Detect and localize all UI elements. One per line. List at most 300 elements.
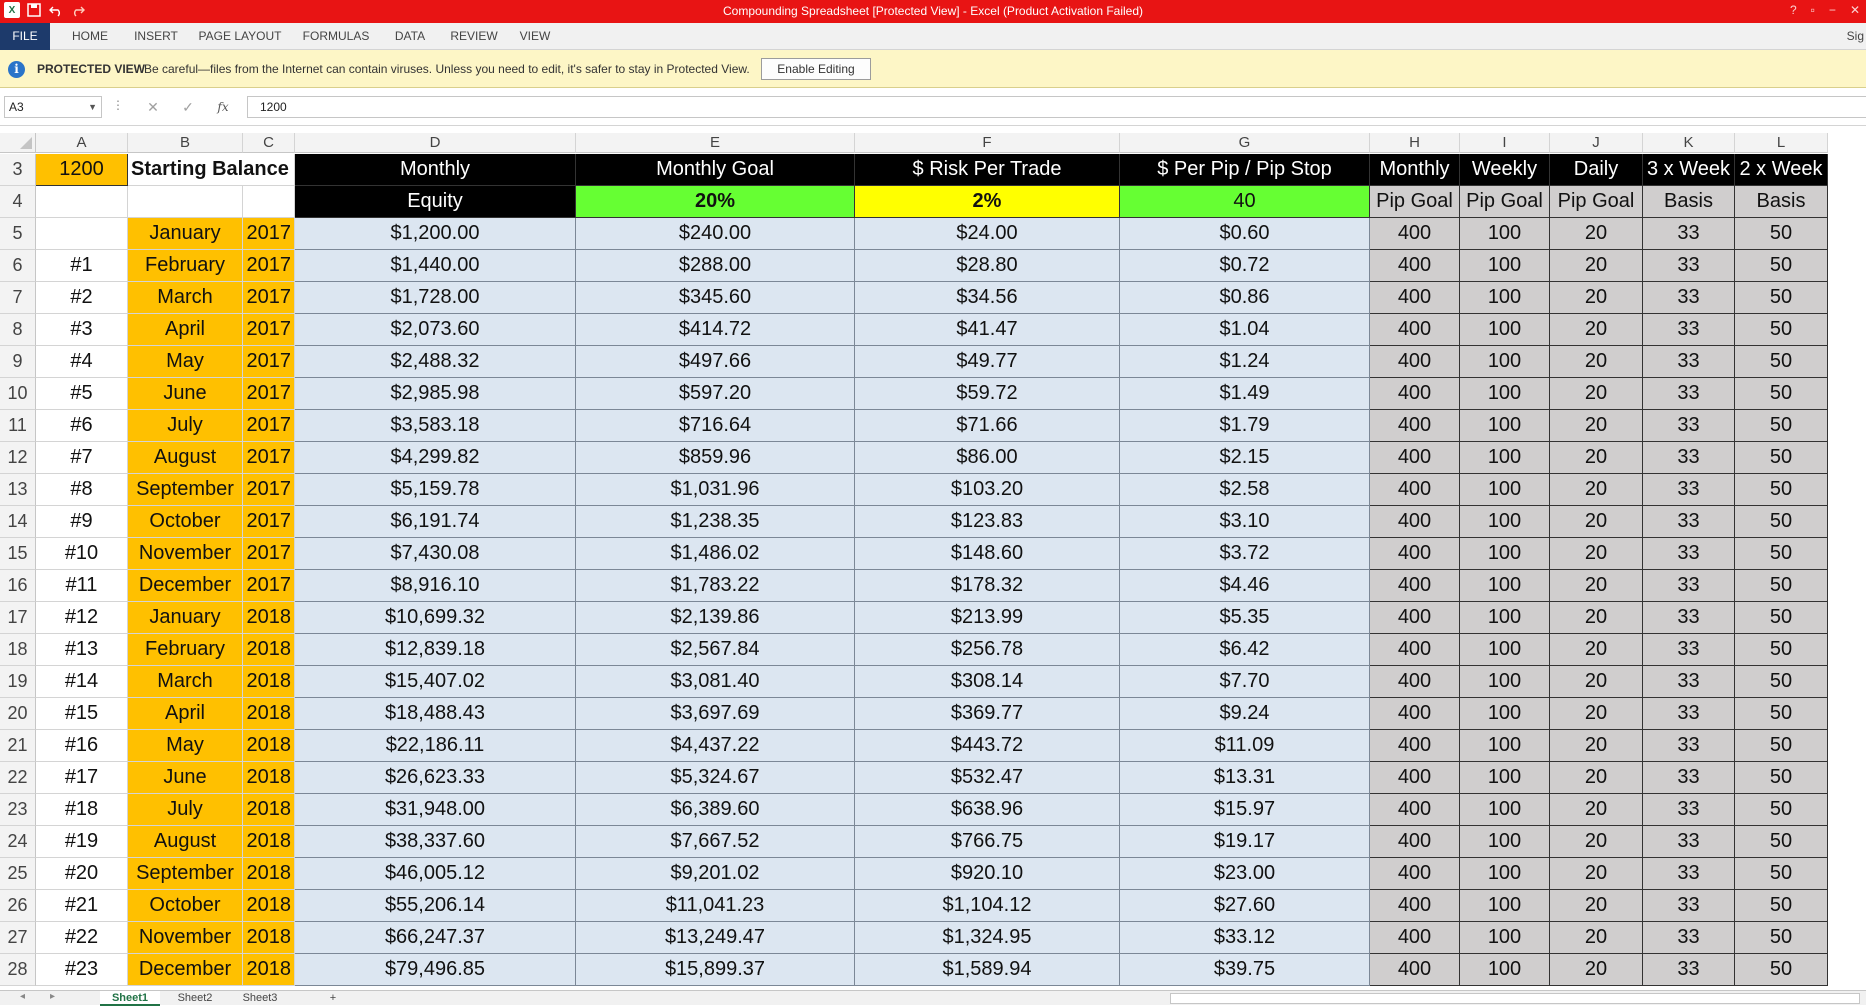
weekly-pip-goal-cell[interactable]: 100	[1460, 570, 1550, 602]
three-week-basis-cell[interactable]: 33	[1643, 538, 1735, 570]
risk-per-trade-cell[interactable]: $41.47	[855, 314, 1120, 346]
per-pip-cell[interactable]: $15.97	[1120, 794, 1370, 826]
per-pip-cell[interactable]: $0.60	[1120, 218, 1370, 250]
month-cell[interactable]: January	[128, 602, 243, 634]
weekly-pip-goal-cell[interactable]: 100	[1460, 442, 1550, 474]
period-number[interactable]: #2	[36, 282, 128, 314]
weekly-pip-goal-cell[interactable]: 100	[1460, 218, 1550, 250]
daily-pip-goal-cell[interactable]: 20	[1550, 218, 1643, 250]
daily-pip-goal-cell[interactable]: 20	[1550, 826, 1643, 858]
per-pip-cell[interactable]: $0.86	[1120, 282, 1370, 314]
tab-data[interactable]: DATA	[394, 29, 426, 43]
starting-balance-label[interactable]: Starting Balance	[128, 154, 295, 186]
monthly-goal-cell[interactable]: $345.60	[576, 282, 855, 314]
period-number[interactable]: #18	[36, 794, 128, 826]
period-number[interactable]: #10	[36, 538, 128, 570]
two-week-basis-cell[interactable]: 50	[1735, 250, 1828, 282]
year-cell[interactable]: 2018	[243, 634, 295, 666]
risk-per-trade-cell[interactable]: $24.00	[855, 218, 1120, 250]
per-pip-cell[interactable]: $3.72	[1120, 538, 1370, 570]
weekly-pip-goal-cell[interactable]: 100	[1460, 890, 1550, 922]
risk-per-trade-cell[interactable]: $34.56	[855, 282, 1120, 314]
year-cell[interactable]: 2018	[243, 826, 295, 858]
two-week-basis-cell[interactable]: 50	[1735, 666, 1828, 698]
two-week-basis-cell[interactable]: 50	[1735, 858, 1828, 890]
row-header[interactable]: 4	[0, 186, 36, 218]
row-header[interactable]: 28	[0, 954, 36, 986]
weekly-pip-goal-cell[interactable]: 100	[1460, 506, 1550, 538]
monthly-pip-goal-cell[interactable]: 400	[1370, 826, 1460, 858]
monthly-goal-cell[interactable]: $1,783.22	[576, 570, 855, 602]
risk-per-trade-cell[interactable]: $532.47	[855, 762, 1120, 794]
three-week-basis-cell[interactable]: 33	[1643, 826, 1735, 858]
year-cell[interactable]: 2018	[243, 602, 295, 634]
two-week-basis-cell[interactable]: 50	[1735, 602, 1828, 634]
risk-per-trade-cell[interactable]: $123.83	[855, 506, 1120, 538]
monthly-pip-goal-cell[interactable]: 400	[1370, 954, 1460, 986]
column-header-e[interactable]: E	[576, 133, 855, 153]
row-header[interactable]: 8	[0, 314, 36, 346]
daily-pip-goal-cell[interactable]: 20	[1550, 794, 1643, 826]
starting-balance-value[interactable]: 1200	[36, 154, 128, 186]
empty-cell[interactable]	[243, 186, 295, 218]
monthly-goal-cell[interactable]: $414.72	[576, 314, 855, 346]
row-header[interactable]: 6	[0, 250, 36, 282]
risk-per-trade-cell[interactable]: $638.96	[855, 794, 1120, 826]
risk-per-trade-cell[interactable]: $766.75	[855, 826, 1120, 858]
sheet-tab-2[interactable]: Sheet2	[177, 992, 213, 1004]
monthly-goal-cell[interactable]: $9,201.02	[576, 858, 855, 890]
three-week-header[interactable]: 3 x Week	[1643, 154, 1735, 186]
monthly-pip-goal-cell[interactable]: 400	[1370, 378, 1460, 410]
equity-cell[interactable]: $15,407.02	[295, 666, 576, 698]
cancel-icon[interactable]: ✕	[147, 99, 159, 115]
name-box[interactable]	[4, 96, 102, 118]
month-cell[interactable]: June	[128, 378, 243, 410]
weekly-pip-goal-cell[interactable]: 100	[1460, 474, 1550, 506]
monthly-goal-cell[interactable]: $3,697.69	[576, 698, 855, 730]
three-week-basis-cell[interactable]: 33	[1643, 378, 1735, 410]
tab-formulas[interactable]: FORMULAS	[302, 29, 370, 43]
year-cell[interactable]: 2017	[243, 570, 295, 602]
row-header[interactable]: 25	[0, 858, 36, 890]
monthly-goal-cell[interactable]: $11,041.23	[576, 890, 855, 922]
tab-home[interactable]: HOME	[72, 29, 108, 43]
insert-function-icon[interactable]: fx	[217, 100, 229, 114]
year-cell[interactable]: 2018	[243, 698, 295, 730]
daily-pip-goal-cell[interactable]: 20	[1550, 250, 1643, 282]
month-cell[interactable]: February	[128, 634, 243, 666]
pip-goal-subheader[interactable]: Pip Goal	[1460, 186, 1550, 218]
pip-stop-value[interactable]: 40	[1120, 186, 1370, 218]
equity-cell[interactable]: $18,488.43	[295, 698, 576, 730]
two-week-basis-cell[interactable]: 50	[1735, 538, 1828, 570]
daily-pip-goal-cell[interactable]: 20	[1550, 314, 1643, 346]
year-cell[interactable]: 2017	[243, 250, 295, 282]
weekly-pip-goal-cell[interactable]: 100	[1460, 410, 1550, 442]
weekly-pip-goal-cell[interactable]: 100	[1460, 378, 1550, 410]
row-header[interactable]: 15	[0, 538, 36, 570]
monthly-goal-cell[interactable]: $2,139.86	[576, 602, 855, 634]
three-week-basis-cell[interactable]: 33	[1643, 634, 1735, 666]
monthly-pip-header[interactable]: Monthly	[1370, 154, 1460, 186]
row-header[interactable]: 3	[0, 154, 36, 186]
year-cell[interactable]: 2018	[243, 858, 295, 890]
per-pip-cell[interactable]: $33.12	[1120, 922, 1370, 954]
year-cell[interactable]: 2017	[243, 538, 295, 570]
equity-cell[interactable]: $3,583.18	[295, 410, 576, 442]
weekly-pip-goal-cell[interactable]: 100	[1460, 826, 1550, 858]
three-week-basis-cell[interactable]: 33	[1643, 762, 1735, 794]
equity-cell[interactable]: $1,440.00	[295, 250, 576, 282]
daily-pip-goal-cell[interactable]: 20	[1550, 538, 1643, 570]
month-cell[interactable]: October	[128, 506, 243, 538]
row-header[interactable]: 10	[0, 378, 36, 410]
month-cell[interactable]: December	[128, 954, 243, 986]
risk-per-trade-cell[interactable]: $213.99	[855, 602, 1120, 634]
monthly-pip-goal-cell[interactable]: 400	[1370, 506, 1460, 538]
monthly-pip-goal-cell[interactable]: 400	[1370, 602, 1460, 634]
row-header[interactable]: 20	[0, 698, 36, 730]
per-pip-cell[interactable]: $2.58	[1120, 474, 1370, 506]
period-number[interactable]: #1	[36, 250, 128, 282]
risk-per-trade-cell[interactable]: $59.72	[855, 378, 1120, 410]
month-cell[interactable]: August	[128, 442, 243, 474]
month-cell[interactable]: August	[128, 826, 243, 858]
month-cell[interactable]: March	[128, 666, 243, 698]
period-number[interactable]: #7	[36, 442, 128, 474]
period-number[interactable]: #9	[36, 506, 128, 538]
risk-per-trade-cell[interactable]: $1,589.94	[855, 954, 1120, 986]
risk-per-trade-cell[interactable]: $71.66	[855, 410, 1120, 442]
row-header[interactable]: 5	[0, 218, 36, 250]
row-header[interactable]: 7	[0, 282, 36, 314]
month-cell[interactable]: May	[128, 346, 243, 378]
weekly-pip-goal-cell[interactable]: 100	[1460, 698, 1550, 730]
horizontal-scrollbar[interactable]	[1170, 993, 1860, 1004]
equity-cell[interactable]: $6,191.74	[295, 506, 576, 538]
empty-cell[interactable]	[36, 186, 128, 218]
risk-per-trade-cell[interactable]: $369.77	[855, 698, 1120, 730]
weekly-pip-goal-cell[interactable]: 100	[1460, 250, 1550, 282]
monthly-pip-goal-cell[interactable]: 400	[1370, 538, 1460, 570]
equity-cell[interactable]: $26,623.33	[295, 762, 576, 794]
three-week-basis-cell[interactable]: 33	[1643, 698, 1735, 730]
equity-cell[interactable]: $4,299.82	[295, 442, 576, 474]
year-cell[interactable]: 2017	[243, 474, 295, 506]
period-number[interactable]: #12	[36, 602, 128, 634]
period-number[interactable]: #14	[36, 666, 128, 698]
row-header[interactable]: 17	[0, 602, 36, 634]
period-number[interactable]: #23	[36, 954, 128, 986]
daily-pip-goal-cell[interactable]: 20	[1550, 378, 1643, 410]
risk-per-trade-cell[interactable]: $28.80	[855, 250, 1120, 282]
daily-pip-goal-cell[interactable]: 20	[1550, 730, 1643, 762]
empty-cell[interactable]	[128, 186, 243, 218]
equity-cell[interactable]: $2,985.98	[295, 378, 576, 410]
per-pip-cell[interactable]: $6.42	[1120, 634, 1370, 666]
help-icon[interactable]: ?	[1789, 3, 1797, 17]
period-number[interactable]: #6	[36, 410, 128, 442]
per-pip-cell[interactable]: $5.35	[1120, 602, 1370, 634]
per-pip-cell[interactable]: $1.79	[1120, 410, 1370, 442]
equity-cell[interactable]: $12,839.18	[295, 634, 576, 666]
two-week-basis-cell[interactable]: 50	[1735, 570, 1828, 602]
year-cell[interactable]: 2018	[243, 954, 295, 986]
month-cell[interactable]: November	[128, 922, 243, 954]
risk-per-trade-cell[interactable]: $256.78	[855, 634, 1120, 666]
two-week-basis-cell[interactable]: 50	[1735, 922, 1828, 954]
tab-page-layout[interactable]: PAGE LAYOUT	[198, 29, 282, 43]
monthly-goal-cell[interactable]: $1,486.02	[576, 538, 855, 570]
monthly-goal-cell[interactable]: $6,389.60	[576, 794, 855, 826]
three-week-basis-cell[interactable]: 33	[1643, 442, 1735, 474]
monthly-pip-goal-cell[interactable]: 400	[1370, 666, 1460, 698]
pip-goal-subheader[interactable]: Pip Goal	[1370, 186, 1460, 218]
period-number[interactable]: #20	[36, 858, 128, 890]
monthly-goal-cell[interactable]: $2,567.84	[576, 634, 855, 666]
weekly-pip-goal-cell[interactable]: 100	[1460, 794, 1550, 826]
daily-pip-goal-cell[interactable]: 20	[1550, 634, 1643, 666]
monthly-goal-cell[interactable]: $5,324.67	[576, 762, 855, 794]
per-pip-cell[interactable]: $9.24	[1120, 698, 1370, 730]
three-week-basis-cell[interactable]: 33	[1643, 570, 1735, 602]
year-cell[interactable]: 2018	[243, 730, 295, 762]
row-header[interactable]: 27	[0, 922, 36, 954]
month-cell[interactable]: May	[128, 730, 243, 762]
row-header[interactable]: 12	[0, 442, 36, 474]
daily-pip-goal-cell[interactable]: 20	[1550, 474, 1643, 506]
risk-per-trade-cell[interactable]: $920.10	[855, 858, 1120, 890]
period-number[interactable]	[36, 218, 128, 250]
monthly-pip-goal-cell[interactable]: 400	[1370, 410, 1460, 442]
daily-pip-header[interactable]: Daily	[1550, 154, 1643, 186]
per-pip-cell[interactable]: $7.70	[1120, 666, 1370, 698]
month-cell[interactable]: December	[128, 570, 243, 602]
monthly-goal-percent[interactable]: 20%	[576, 186, 855, 218]
monthly-goal-cell[interactable]: $1,031.96	[576, 474, 855, 506]
daily-pip-goal-cell[interactable]: 20	[1550, 666, 1643, 698]
sheet-tab-1[interactable]: Sheet1	[100, 991, 160, 1006]
three-week-basis-cell[interactable]: 33	[1643, 922, 1735, 954]
enter-icon[interactable]: ✓	[182, 99, 194, 115]
equity-cell[interactable]: $55,206.14	[295, 890, 576, 922]
three-week-basis-cell[interactable]: 33	[1643, 602, 1735, 634]
risk-per-trade-cell[interactable]: $148.60	[855, 538, 1120, 570]
year-cell[interactable]: 2017	[243, 410, 295, 442]
year-cell[interactable]: 2017	[243, 218, 295, 250]
minimize-icon[interactable]: −	[1828, 3, 1836, 17]
prev-sheet-icon[interactable]: ◂	[20, 991, 26, 1002]
period-number[interactable]: #19	[36, 826, 128, 858]
month-cell[interactable]: January	[128, 218, 243, 250]
per-pip-cell[interactable]: $39.75	[1120, 954, 1370, 986]
add-sheet-button[interactable]: +	[329, 992, 337, 1004]
equity-cell[interactable]: $2,488.32	[295, 346, 576, 378]
equity-cell[interactable]: $66,247.37	[295, 922, 576, 954]
three-week-basis-cell[interactable]: 33	[1643, 282, 1735, 314]
monthly-pip-goal-cell[interactable]: 400	[1370, 250, 1460, 282]
weekly-pip-goal-cell[interactable]: 100	[1460, 314, 1550, 346]
equity-header[interactable]: Equity	[295, 186, 576, 218]
risk-per-trade-cell[interactable]: $178.32	[855, 570, 1120, 602]
row-header[interactable]: 21	[0, 730, 36, 762]
per-pip-cell[interactable]: $4.46	[1120, 570, 1370, 602]
risk-per-trade-cell[interactable]: $1,104.12	[855, 890, 1120, 922]
monthly-goal-cell[interactable]: $1,238.35	[576, 506, 855, 538]
tab-insert[interactable]: INSERT	[134, 29, 178, 43]
three-week-basis-cell[interactable]: 33	[1643, 858, 1735, 890]
three-week-basis-cell[interactable]: 33	[1643, 794, 1735, 826]
risk-percent[interactable]: 2%	[855, 186, 1120, 218]
monthly-goal-cell[interactable]: $240.00	[576, 218, 855, 250]
tab-file[interactable]: FILE	[0, 23, 50, 50]
two-week-basis-cell[interactable]: 50	[1735, 954, 1828, 986]
row-header[interactable]: 16	[0, 570, 36, 602]
two-week-basis-cell[interactable]: 50	[1735, 474, 1828, 506]
monthly-goal-cell[interactable]: $3,081.40	[576, 666, 855, 698]
column-header-c[interactable]: C	[243, 133, 295, 153]
row-header[interactable]: 14	[0, 506, 36, 538]
row-header[interactable]: 26	[0, 890, 36, 922]
row-header[interactable]: 22	[0, 762, 36, 794]
two-week-basis-cell[interactable]: 50	[1735, 826, 1828, 858]
chevron-down-icon[interactable]: ▼	[88, 102, 97, 112]
monthly-goal-cell[interactable]: $597.20	[576, 378, 855, 410]
year-cell[interactable]: 2017	[243, 314, 295, 346]
equity-cell[interactable]: $38,337.60	[295, 826, 576, 858]
equity-cell[interactable]: $22,186.11	[295, 730, 576, 762]
month-cell[interactable]: September	[128, 858, 243, 890]
two-week-basis-cell[interactable]: 50	[1735, 314, 1828, 346]
two-week-basis-cell[interactable]: 50	[1735, 506, 1828, 538]
period-number[interactable]: #13	[36, 634, 128, 666]
per-pip-cell[interactable]: $27.60	[1120, 890, 1370, 922]
monthly-goal-cell[interactable]: $15,899.37	[576, 954, 855, 986]
column-header-l[interactable]: L	[1735, 133, 1828, 153]
monthly-pip-goal-cell[interactable]: 400	[1370, 346, 1460, 378]
month-cell[interactable]: November	[128, 538, 243, 570]
monthly-goal-cell[interactable]: $288.00	[576, 250, 855, 282]
daily-pip-goal-cell[interactable]: 20	[1550, 570, 1643, 602]
year-cell[interactable]: 2017	[243, 506, 295, 538]
daily-pip-goal-cell[interactable]: 20	[1550, 762, 1643, 794]
two-week-basis-cell[interactable]: 50	[1735, 698, 1828, 730]
monthly-pip-goal-cell[interactable]: 400	[1370, 890, 1460, 922]
pip-goal-subheader[interactable]: Basis	[1735, 186, 1828, 218]
daily-pip-goal-cell[interactable]: 20	[1550, 698, 1643, 730]
risk-per-trade-cell[interactable]: $1,324.95	[855, 922, 1120, 954]
three-week-basis-cell[interactable]: 33	[1643, 474, 1735, 506]
column-header-f[interactable]: F	[855, 133, 1120, 153]
weekly-pip-goal-cell[interactable]: 100	[1460, 954, 1550, 986]
two-week-header[interactable]: 2 x Week	[1735, 154, 1828, 186]
two-week-basis-cell[interactable]: 50	[1735, 218, 1828, 250]
three-week-basis-cell[interactable]: 33	[1643, 410, 1735, 442]
per-pip-cell[interactable]: $1.04	[1120, 314, 1370, 346]
three-week-basis-cell[interactable]: 33	[1643, 218, 1735, 250]
monthly-goal-cell[interactable]: $7,667.52	[576, 826, 855, 858]
year-cell[interactable]: 2018	[243, 922, 295, 954]
month-cell[interactable]: April	[128, 314, 243, 346]
weekly-pip-goal-cell[interactable]: 100	[1460, 346, 1550, 378]
per-pip-cell[interactable]: $2.15	[1120, 442, 1370, 474]
two-week-basis-cell[interactable]: 50	[1735, 762, 1828, 794]
weekly-pip-goal-cell[interactable]: 100	[1460, 762, 1550, 794]
weekly-pip-goal-cell[interactable]: 100	[1460, 602, 1550, 634]
three-week-basis-cell[interactable]: 33	[1643, 506, 1735, 538]
two-week-basis-cell[interactable]: 50	[1735, 282, 1828, 314]
weekly-pip-goal-cell[interactable]: 100	[1460, 858, 1550, 890]
sheet-tab-3[interactable]: Sheet3	[242, 992, 278, 1004]
row-header[interactable]: 24	[0, 826, 36, 858]
period-number[interactable]: #21	[36, 890, 128, 922]
monthly-pip-goal-cell[interactable]: 400	[1370, 314, 1460, 346]
column-header-k[interactable]: K	[1643, 133, 1735, 153]
three-week-basis-cell[interactable]: 33	[1643, 346, 1735, 378]
year-cell[interactable]: 2017	[243, 442, 295, 474]
close-icon[interactable]: ✕	[1849, 3, 1860, 17]
period-number[interactable]: #3	[36, 314, 128, 346]
period-number[interactable]: #11	[36, 570, 128, 602]
per-pip-cell[interactable]: $13.31	[1120, 762, 1370, 794]
per-pip-cell[interactable]: $3.10	[1120, 506, 1370, 538]
sign-in-link[interactable]: Sig	[1846, 29, 1864, 43]
daily-pip-goal-cell[interactable]: 20	[1550, 282, 1643, 314]
two-week-basis-cell[interactable]: 50	[1735, 410, 1828, 442]
period-number[interactable]: #16	[36, 730, 128, 762]
restore-icon[interactable]: ▫	[1810, 3, 1815, 17]
column-header-j[interactable]: J	[1550, 133, 1643, 153]
monthly-goal-cell[interactable]: $4,437.22	[576, 730, 855, 762]
month-cell[interactable]: October	[128, 890, 243, 922]
monthly-pip-goal-cell[interactable]: 400	[1370, 474, 1460, 506]
per-pip-cell[interactable]: $1.24	[1120, 346, 1370, 378]
period-number[interactable]: #17	[36, 762, 128, 794]
per-pip-header[interactable]: $ Per Pip / Pip Stop	[1120, 154, 1370, 186]
monthly-pip-goal-cell[interactable]: 400	[1370, 570, 1460, 602]
risk-per-trade-cell[interactable]: $103.20	[855, 474, 1120, 506]
period-number[interactable]: #5	[36, 378, 128, 410]
period-number[interactable]: #8	[36, 474, 128, 506]
column-header-d[interactable]: D	[295, 133, 576, 153]
period-number[interactable]: #22	[36, 922, 128, 954]
year-cell[interactable]: 2018	[243, 762, 295, 794]
year-cell[interactable]: 2018	[243, 794, 295, 826]
equity-cell[interactable]: $1,200.00	[295, 218, 576, 250]
three-week-basis-cell[interactable]: 33	[1643, 890, 1735, 922]
daily-pip-goal-cell[interactable]: 20	[1550, 890, 1643, 922]
monthly-pip-goal-cell[interactable]: 400	[1370, 762, 1460, 794]
column-header-h[interactable]: H	[1370, 133, 1460, 153]
select-all-corner[interactable]	[0, 133, 36, 153]
monthly-header[interactable]: Monthly	[295, 154, 576, 186]
daily-pip-goal-cell[interactable]: 20	[1550, 506, 1643, 538]
year-cell[interactable]: 2017	[243, 282, 295, 314]
monthly-pip-goal-cell[interactable]: 400	[1370, 442, 1460, 474]
column-header-g[interactable]: G	[1120, 133, 1370, 153]
equity-cell[interactable]: $7,430.08	[295, 538, 576, 570]
monthly-pip-goal-cell[interactable]: 400	[1370, 698, 1460, 730]
monthly-pip-goal-cell[interactable]: 400	[1370, 730, 1460, 762]
equity-cell[interactable]: $46,005.12	[295, 858, 576, 890]
equity-cell[interactable]: $5,159.78	[295, 474, 576, 506]
daily-pip-goal-cell[interactable]: 20	[1550, 410, 1643, 442]
row-header[interactable]: 18	[0, 634, 36, 666]
three-week-basis-cell[interactable]: 33	[1643, 730, 1735, 762]
weekly-pip-goal-cell[interactable]: 100	[1460, 730, 1550, 762]
monthly-goal-cell[interactable]: $13,249.47	[576, 922, 855, 954]
